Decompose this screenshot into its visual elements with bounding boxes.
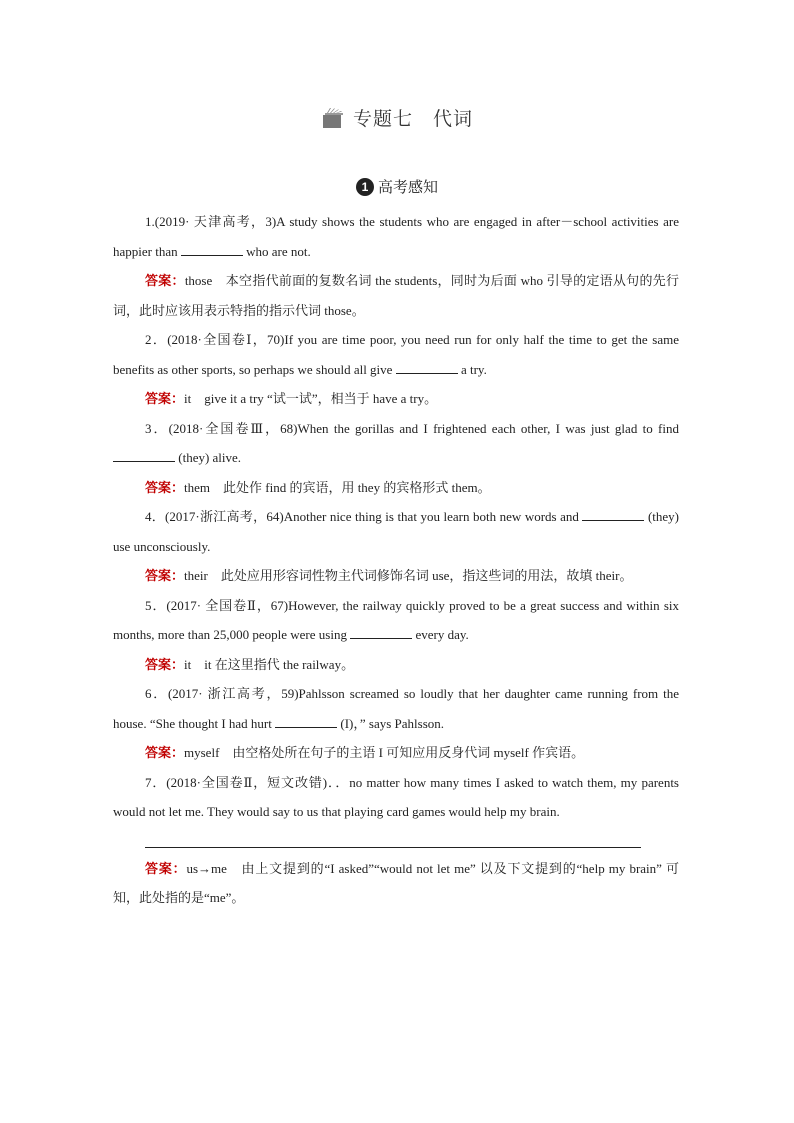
answer-5: 答案：it it 在这里指代 the railway。 xyxy=(145,656,355,672)
page-title xyxy=(0,104,794,131)
answer-blank xyxy=(350,626,412,639)
answer-2: 答案：it give it a try “试一试”，相当于 have a try。 xyxy=(145,391,438,406)
question-7: 7．(2018·全国卷Ⅱ，短文改错)．．no matter how many times I asked to watch them, my parents would not let me. They would say to us that playing card games would help my brain. xyxy=(113,774,679,819)
answer-label: 答案： xyxy=(145,273,185,288)
answer-label: 答案： xyxy=(145,391,185,406)
answer-7: 答案：us→me 由上文提到的“I asked”“would not let me” 以及下文提到的“help my brain” 可知，此处指的是“me”。 xyxy=(113,860,679,905)
question-1: 1.(2019· 天津高考，3)A study shows the students who are engaged in after－school activities are happier than who are not. xyxy=(113,214,679,259)
section-title: 高考感知 xyxy=(377,180,438,196)
question-2: 2．(2018·全国卷Ⅰ，70)If you are time poor, you need run for only half the time to get the same benefits as other sports, so perhaps we should all give a try. xyxy=(113,332,679,377)
answer-line xyxy=(145,847,641,848)
title-text: 专题七 代词 xyxy=(352,109,473,130)
question-3: 3．(2018·全国卷Ⅲ，68)When the gorillas and I frightened each other, I was just glad to find (they) alive. xyxy=(113,414,679,473)
answer-blank xyxy=(181,243,243,256)
question-4: 4．(2017·浙江高考，64)Another nice thing is that you learn both new words and (they) use unconsciously. xyxy=(113,509,679,554)
answer-blank xyxy=(582,508,644,521)
answer-label: 答案： xyxy=(145,745,185,760)
question-list xyxy=(113,207,679,913)
answer-6: 答案：myself 由空格处所在句子的主语 I 可知应用反身代词 myself 作宾语。 xyxy=(145,745,585,760)
answer-blank xyxy=(396,361,458,374)
question-5: 5．(2017· 全国卷Ⅱ，67)However, the railway quickly proved to be a great success and within six months, more than 25,000 people were using every day. xyxy=(113,597,679,642)
section-number-badge: 1 xyxy=(356,178,374,196)
answer-4: 答案：their 此处应用形容词性物主代词修饰名词 use，指这些词的用法，故填 their。 xyxy=(145,568,633,583)
answer-3: 答案：them 此处作 find 的宾语，用 they 的宾格形式 them。 xyxy=(145,479,491,495)
answer-label: 答案： xyxy=(145,656,185,672)
section-heading xyxy=(0,176,794,197)
answer-label: 答案： xyxy=(145,860,187,876)
answer-blank xyxy=(275,715,337,728)
answer-blank xyxy=(113,449,175,462)
book-icon xyxy=(321,106,345,130)
answer-label: 答案： xyxy=(145,479,185,495)
question-6: 6．(2017· 浙江高考，59)Pahlsson screamed so loudly that her daughter came running from the house. “She thought I had hurt (I)，” says Pahlsson. xyxy=(113,686,679,731)
answer-1: 答案：those 本空指代前面的复数名词 the students，同时为后面 who 引导的定语从句的先行词，此时应该用表示特指的指示代词 those。 xyxy=(113,273,679,318)
answer-label: 答案： xyxy=(145,568,185,583)
